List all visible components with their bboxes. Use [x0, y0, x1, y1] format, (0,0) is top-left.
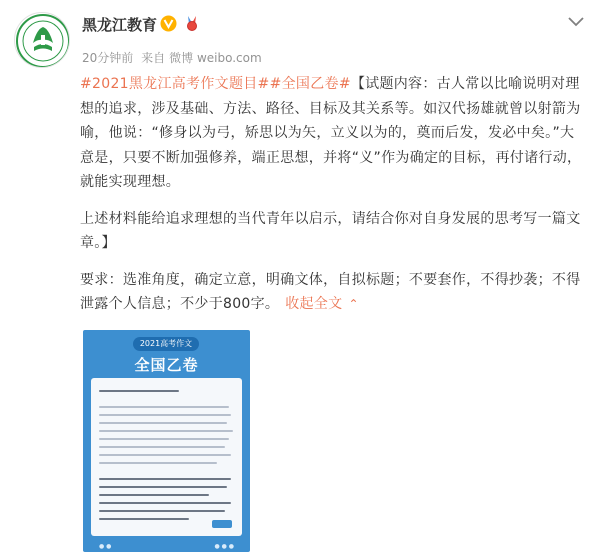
post-image[interactable]	[83, 330, 250, 552]
chevron-up-icon: ⌃	[348, 297, 359, 311]
verified-icon	[160, 15, 177, 32]
education-logo-icon	[15, 13, 70, 68]
medal-badge-icon[interactable]	[183, 14, 201, 32]
post-paragraph-2: 上述材料能给追求理想的当代青年以启示，请结合你对自身发展的思考写一篇文章。】	[80, 210, 581, 251]
post-paragraph-3	[80, 268, 585, 317]
avatar[interactable]	[14, 12, 70, 68]
image-title: 全国乙卷	[134, 356, 199, 374]
post-paragraph-1	[80, 72, 585, 195]
image-pill: 2021高考作文	[133, 337, 199, 351]
collapse-button[interactable]	[285, 296, 359, 312]
post-time[interactable]: 20分钟前	[82, 51, 134, 65]
image-text-card	[91, 378, 242, 536]
post-text: 要求：选准角度，确定立意，明确文体，自拟标题；不要套作，不得抄袭；不得泄露个人信息；不少于800字。	[80, 271, 581, 312]
chevron-down-icon[interactable]	[567, 16, 585, 28]
hashtag-link[interactable]: #2021黑龙江高考作文题目#	[80, 76, 270, 92]
image-footer: ● ● ● ● ●	[99, 543, 234, 550]
hashtag-link[interactable]: #全国乙卷#	[269, 76, 351, 92]
post-body	[80, 72, 585, 317]
user-name[interactable]: 黑龙江教育	[82, 16, 158, 34]
post-text: 【试题内容：古人常以比喻说明对理想的追求，涉及基础、方法、路径、目标及其关系等。如汉代扬雄就曾以射箭为喻，他说：“修身以为弓，矫思以为矢，立义以为的，奠而后发，发必中矣。”大意是，只要不断加强修养，端正思想，并将“义”作为确定的目标，再付诸行动，就能实现理想。	[80, 76, 582, 190]
source-prefix: 来自	[141, 51, 166, 65]
post-meta	[82, 49, 266, 66]
post-source[interactable]: 微博 weibo.com	[169, 51, 262, 65]
collapse-label: 收起全文	[285, 296, 343, 312]
